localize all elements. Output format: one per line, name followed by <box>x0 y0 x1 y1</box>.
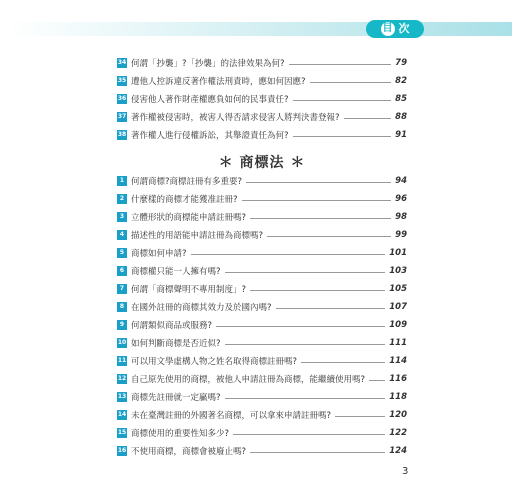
entry-page-number: 124 <box>389 446 407 456</box>
entry-page-number: 85 <box>395 94 407 104</box>
toc-entry[interactable] <box>117 110 407 124</box>
toc-entry[interactable] <box>117 426 407 440</box>
entry-title: 商標先註冊就一定贏嗎? <box>131 393 221 403</box>
entry-number: 5 <box>117 248 127 258</box>
toc-entry[interactable] <box>117 74 407 88</box>
entry-title: 可以用文學虛構人物之姓名取得商標註冊嗎? <box>131 357 298 367</box>
entry-title: 描述性的用語能申請註冊為商標嗎? <box>131 231 264 241</box>
dotted-leader <box>233 434 385 435</box>
dotted-leader <box>225 344 386 345</box>
entry-title: 如何判斷商標是否近似? <box>131 339 221 349</box>
entry-number: 38 <box>117 131 127 138</box>
dotted-leader <box>250 290 385 291</box>
entry-page-number: 109 <box>389 320 407 330</box>
entry-number: 6 <box>117 266 127 276</box>
entry-title: 商標使用的重要性知多少? <box>131 429 230 439</box>
entry-page-number: 116 <box>389 374 407 384</box>
entry-number: 15 <box>117 429 127 436</box>
entry-number: 37 <box>117 113 127 120</box>
dotted-leader <box>335 416 385 417</box>
toc-entry[interactable] <box>117 56 407 70</box>
entry-number: 35 <box>117 77 127 84</box>
contents-badge-char-2: 次 <box>398 22 410 35</box>
entry-page-number: 101 <box>389 248 407 258</box>
entry-page-number: 94 <box>395 176 407 186</box>
entry-page-number: 107 <box>389 302 407 312</box>
entry-number: 10 <box>117 339 127 346</box>
dotted-leader <box>344 118 391 119</box>
entry-number: 1 <box>117 176 127 186</box>
entry-title: 商標權只能一人擁有嗎? <box>131 267 221 277</box>
dotted-leader <box>293 136 391 137</box>
entry-number: 16 <box>117 447 127 454</box>
entry-page-number: 98 <box>395 212 407 222</box>
toc-entry[interactable] <box>117 264 407 278</box>
entry-number: 3 <box>117 212 127 222</box>
entry-title: 何謂「抄襲」?「抄襲」的法律效果為何? <box>131 59 285 69</box>
toc-entry[interactable] <box>117 210 407 224</box>
entry-number: 8 <box>117 302 127 312</box>
entry-page-number: 111 <box>389 338 407 348</box>
dotted-leader <box>293 100 391 101</box>
entry-page-number: 103 <box>389 266 407 276</box>
dotted-leader <box>267 236 391 237</box>
entry-page-number: 122 <box>389 428 407 438</box>
entry-page-number: 79 <box>395 58 407 68</box>
toc-entry[interactable] <box>117 354 407 368</box>
toc-entry[interactable] <box>117 282 407 296</box>
dotted-leader <box>276 308 386 309</box>
toc-entry[interactable] <box>117 228 407 242</box>
dotted-leader <box>242 200 391 201</box>
toc-entry[interactable] <box>117 92 407 106</box>
entry-title: 何謂類似商品或服務? <box>131 321 213 331</box>
entry-number: 34 <box>117 59 127 66</box>
entry-page-number: 88 <box>395 112 407 122</box>
entry-title: 未在臺灣註冊的外國著名商標，可以拿來申請註冊嗎? <box>131 411 332 421</box>
dotted-leader <box>250 218 391 219</box>
entry-title: 著作權人進行侵權訴訟，其舉證責任為何? <box>131 131 289 141</box>
dotted-leader <box>225 398 386 399</box>
toc-entry[interactable] <box>117 390 407 404</box>
page-number: 3 <box>402 466 409 477</box>
entry-number: 13 <box>117 393 127 400</box>
entry-page-number: 118 <box>389 392 407 402</box>
toc-entry[interactable] <box>117 246 407 260</box>
entry-title: 在國外註冊的商標其效力及於國內嗎? <box>131 303 272 313</box>
entry-page-number: 91 <box>395 130 407 140</box>
dotted-leader <box>369 380 385 381</box>
entry-title: 何謂商標?商標註冊有多重要? <box>131 177 243 187</box>
dotted-leader <box>289 64 391 65</box>
entry-number: 11 <box>117 357 127 364</box>
entry-number: 12 <box>117 375 127 382</box>
entry-title: 自己原先使用的商標，被他人申請註冊為商標，能繼續使用嗎? <box>131 375 366 385</box>
contents-badge <box>366 20 424 38</box>
entry-title: 侵害他人著作財產權應負如何的民事責任? <box>131 95 289 105</box>
entry-title: 著作權被侵害時，被害人得否請求侵害人將判決書登報? <box>131 113 340 123</box>
entry-number: 36 <box>117 95 127 102</box>
entry-title: 不使用商標，商標會被廢止嗎? <box>131 447 247 457</box>
contents-badge-char-1: 目 <box>382 23 393 34</box>
toc-entry[interactable] <box>117 318 407 332</box>
entry-title: 遭他人控訴違反著作權法刑責時，應如何因應? <box>131 77 306 87</box>
entry-number: 4 <box>117 230 127 240</box>
toc-entry[interactable] <box>117 128 407 142</box>
toc-entry[interactable] <box>117 174 407 188</box>
entry-page-number: 96 <box>395 194 407 204</box>
dotted-leader <box>191 254 386 255</box>
entry-title: 何謂「商標聲明不專用制度」? <box>131 285 247 295</box>
entry-page-number: 82 <box>395 76 407 86</box>
entry-page-number: 99 <box>395 230 407 240</box>
entry-page-number: 120 <box>389 410 407 420</box>
entry-title: 立體形狀的商標能申請註冊嗎? <box>131 213 247 223</box>
dotted-leader <box>250 452 385 453</box>
toc-entry[interactable] <box>117 408 407 422</box>
dotted-leader <box>301 362 385 363</box>
toc-entry[interactable] <box>117 444 407 458</box>
entry-title: 什麼樣的商標才能獲准註冊? <box>131 195 238 205</box>
dotted-leader <box>225 272 386 273</box>
entry-number: 7 <box>117 284 127 294</box>
toc-entry[interactable] <box>117 300 407 314</box>
toc-entry[interactable] <box>117 372 407 386</box>
entry-page-number: 114 <box>389 356 407 366</box>
entry-number: 9 <box>117 320 127 330</box>
entry-page-number: 105 <box>389 284 407 294</box>
toc-entry[interactable] <box>117 192 407 206</box>
section-title: ＊ 商標法 ＊ <box>218 155 306 171</box>
entry-number: 2 <box>117 194 127 204</box>
entry-title: 商標如何申請? <box>131 249 187 259</box>
dotted-leader <box>246 182 391 183</box>
toc-entry[interactable] <box>117 336 407 350</box>
dotted-leader <box>310 82 391 83</box>
header-band <box>8 22 512 36</box>
dotted-leader <box>216 326 385 327</box>
entry-number: 14 <box>117 411 127 418</box>
